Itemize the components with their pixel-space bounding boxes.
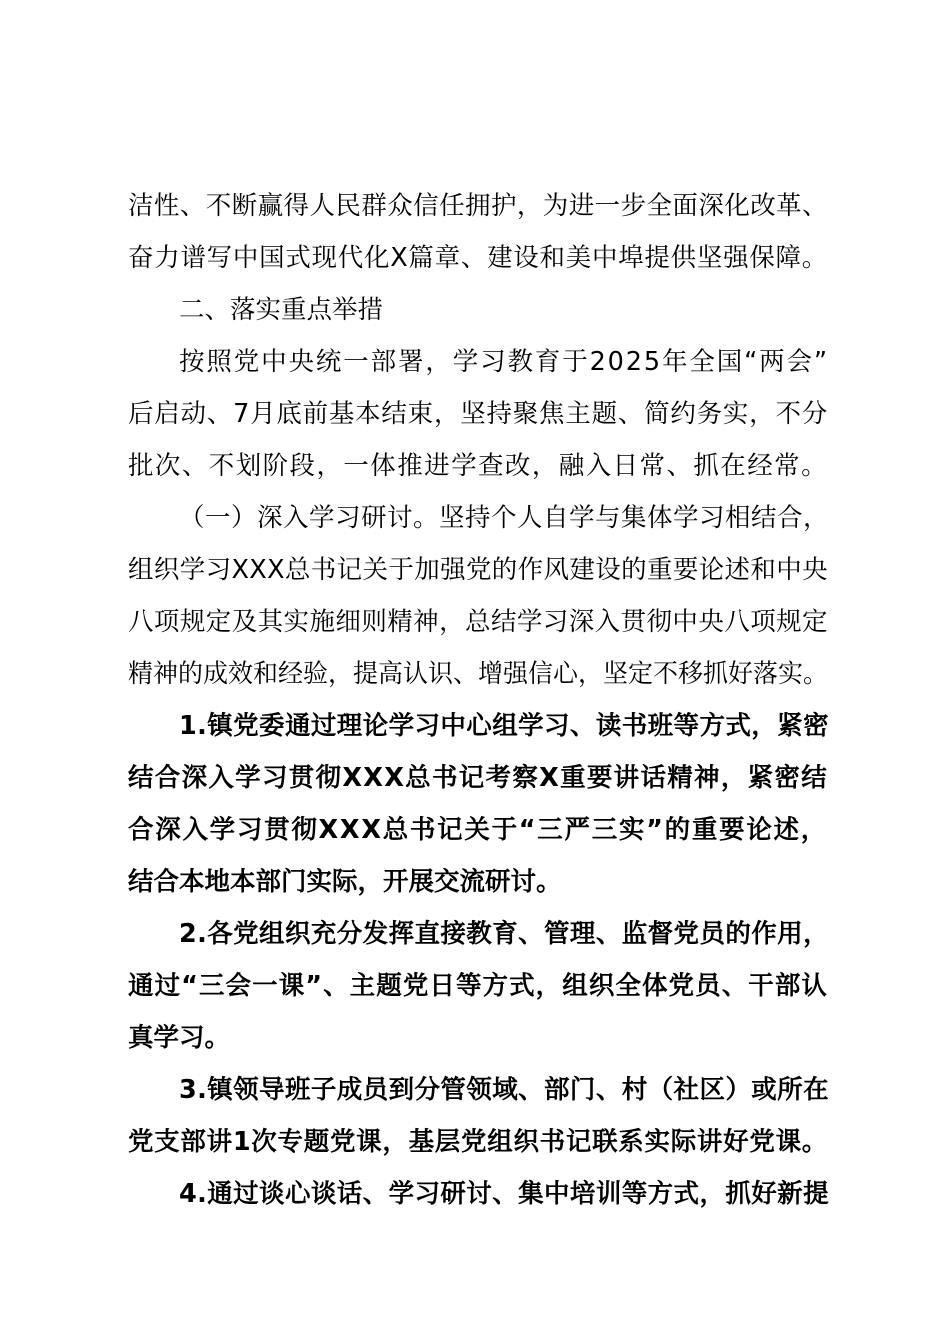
paragraph-line: 批次、不划阶段，一体推进学查改，融入日常、抓在经常。 [128, 451, 828, 481]
bold-item-line: 通过“三会一课”、主题党日等方式，组织全体党员、干部认 [128, 971, 828, 1001]
bold-item-line: 结合本地本部门实际，开展交流研讨。 [128, 867, 562, 897]
paragraph-line: 八项规定及其实施细则精神，总结学习深入贯彻中央八项规定 [128, 607, 828, 637]
bold-item-line: 真学习。 [128, 1023, 231, 1053]
paragraph-line: 奋力谱写中国式现代化X篇章、建设和美中埠提供坚强保障。 [128, 243, 828, 273]
paragraph-line: 洁性、不断赢得人民群众信任拥护，为进一步全面深化改革、 [128, 191, 828, 221]
bold-item-line: 4.通过谈心谈话、学习研讨、集中培训等方式，抓好新提 [179, 1179, 829, 1209]
bold-item-line: 合深入学习贯彻XXX总书记关于“三严三实”的重要论述， [128, 815, 828, 845]
bold-item-line: 党支部讲1次专题党课，基层党组织书记联系实际讲好党课。 [128, 1127, 828, 1157]
section-heading: 二、落实重点举措 [179, 295, 384, 325]
subsection-line: （一）深入学习研讨。坚持个人自学与集体学习相结合， [179, 503, 829, 533]
paragraph-line: 按照党中央统一部署，学习教育于2025年全国“两会” [179, 347, 829, 377]
paragraph-line: 精神的成效和经验，提高认识、增强信心，坚定不移抓好落实。 [128, 659, 828, 689]
bold-item-line: 3.镇领导班子成员到分管领域、部门、村（社区）或所在 [179, 1075, 829, 1105]
paragraph-line: 组织学习XXX总书记关于加强党的作风建设的重要论述和中央 [128, 555, 828, 585]
bold-item-line: 结合深入学习贯彻XXX总书记考察X重要讲话精神，紧密结 [128, 763, 828, 793]
paragraph-line: 后启动、7月底前基本结束，坚持聚焦主题、简约务实，不分 [128, 399, 828, 429]
bold-item-line: 1.镇党委通过理论学习中心组学习、读书班等方式，紧密 [179, 711, 829, 741]
bold-item-line: 2.各党组织充分发挥直接教育、管理、监督党员的作用， [179, 919, 829, 949]
